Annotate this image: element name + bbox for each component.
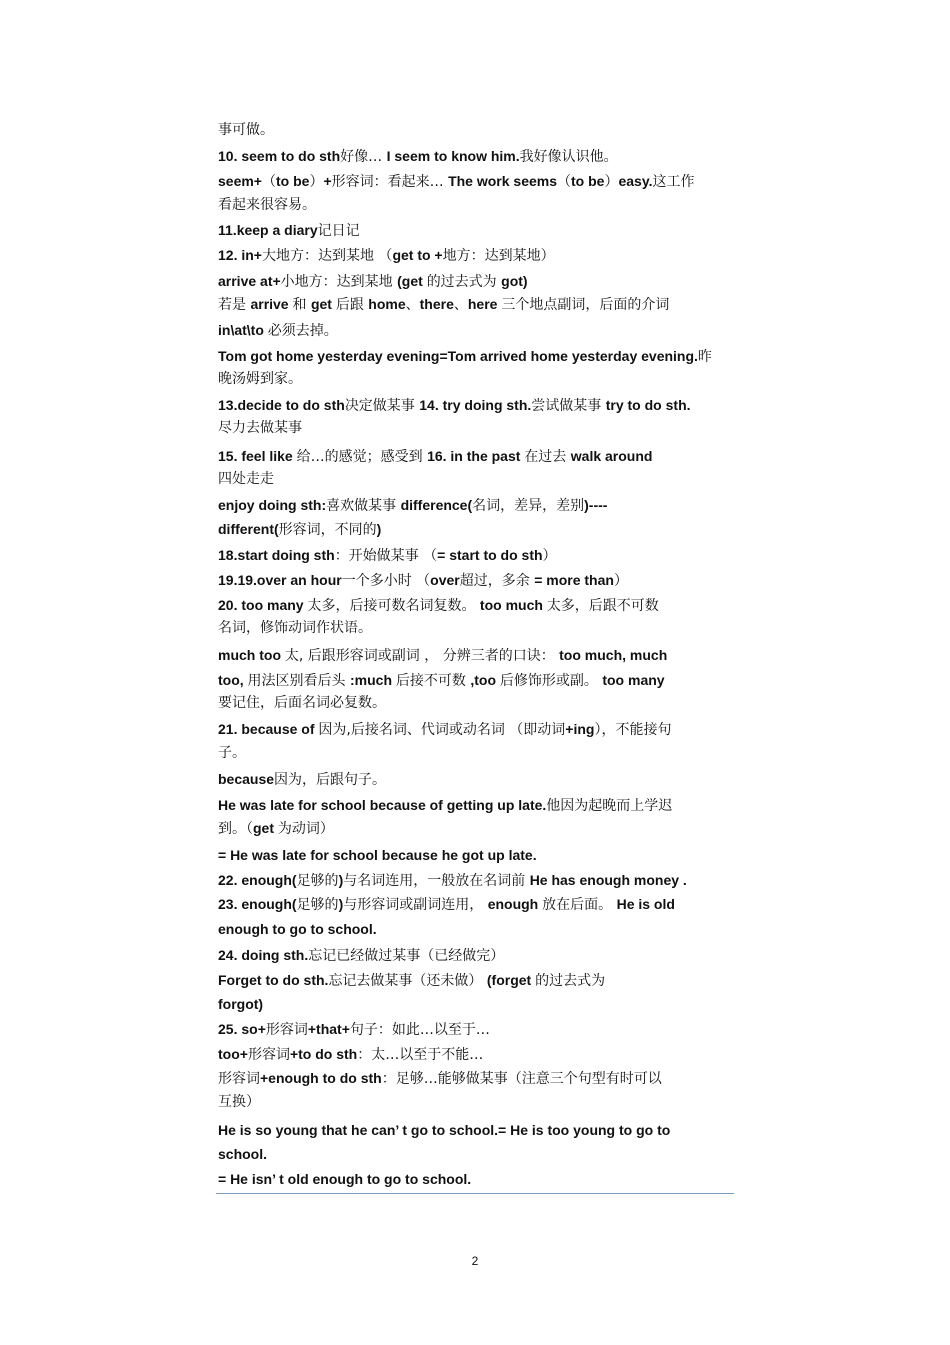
bold-run: 12.: [218, 247, 242, 263]
bold-run: easy.: [618, 173, 653, 189]
text-run: 太多，后接可数名词复数。: [307, 598, 480, 614]
bold-run: 25. so+: [218, 1021, 266, 1037]
bold-run: 11.keep a diary: [218, 222, 318, 238]
text-run: 小地方：达到某地: [280, 274, 398, 290]
bold-run: get: [253, 820, 278, 836]
text-run: 到。（: [218, 821, 253, 837]
text-run: 与形容词或副词连用，: [343, 897, 488, 913]
text-run: 记日记: [317, 223, 360, 239]
bold-run: 13.decide to do sth: [218, 397, 345, 413]
text-run: 、: [453, 297, 468, 313]
text-run: 若是: [218, 297, 251, 313]
text-line: [218, 769, 748, 790]
text-run: 尝试做某事: [531, 398, 606, 414]
text-run: 尽力去做某事: [218, 420, 302, 436]
text-run: 后修饰形或副。: [499, 673, 603, 689]
text-run: 的过去式为: [426, 274, 502, 290]
bold-run: to be: [571, 173, 605, 189]
text-line: [218, 271, 748, 292]
text-run: 在过去: [524, 449, 571, 465]
bold-run: +to do sth: [289, 1046, 358, 1062]
text-run: 用法区别看后头: [247, 673, 350, 689]
bold-run: get: [310, 296, 336, 312]
text-run: 一个多小时 （: [341, 573, 431, 589]
text-line: [218, 1144, 748, 1165]
text-line: [218, 645, 748, 666]
text-run: ）: [604, 174, 619, 190]
bold-run: to be: [275, 173, 310, 189]
text-line: [218, 1068, 748, 1089]
text-line: [218, 418, 748, 438]
text-line: [218, 670, 748, 691]
text-run: 好像…: [340, 149, 387, 165]
text-line: [218, 945, 748, 966]
text-line: [218, 346, 748, 367]
bold-run: +that+: [307, 1021, 350, 1037]
text-line: [218, 919, 748, 940]
page-number: 2: [471, 1254, 479, 1268]
text-line: [218, 595, 748, 616]
text-run: 看起来很容易。: [218, 197, 316, 213]
text-line: [218, 146, 748, 167]
text-line: [218, 446, 748, 467]
text-run: 名词，差异，差别: [472, 498, 585, 514]
bold-run: too much, much: [559, 647, 668, 663]
text-run: 子。: [218, 745, 246, 761]
bold-run: 14. try doing sth.: [419, 397, 532, 413]
text-run: 决定做某事: [344, 398, 420, 414]
bold-run: +ing: [565, 721, 595, 737]
text-line: [218, 519, 748, 540]
text-line: [218, 171, 748, 192]
bold-run: = He isn’ t old enough to go to school.: [218, 1171, 472, 1187]
text-line: [218, 545, 748, 566]
bold-run: seem+: [218, 173, 262, 189]
text-line: [218, 1092, 748, 1112]
bold-run: enough: [487, 896, 543, 912]
bold-run: forgot): [218, 996, 264, 1012]
bold-run: here: [467, 296, 502, 312]
text-line: [218, 369, 748, 389]
bold-run: = He was late for school because he got up late.: [218, 847, 537, 863]
bold-run: He was late for school because of getting up late.: [218, 797, 547, 813]
text-run: 大地方：达到某地 （: [261, 248, 393, 264]
text-line: [218, 195, 748, 215]
bold-run: ,too: [470, 672, 500, 688]
bold-run: too many: [602, 672, 665, 688]
text-line: [218, 894, 748, 915]
text-run: 句子：如此…以至于…: [349, 1022, 490, 1038]
bold-run: 10. seem to do sth: [218, 148, 341, 164]
bold-run: 21. because of: [218, 721, 319, 737]
text-run: （: [557, 174, 572, 190]
bold-run: too+: [218, 1046, 248, 1062]
text-line: [218, 1044, 748, 1065]
text-line: [218, 570, 748, 591]
text-line: [218, 970, 748, 991]
bold-run: try to do sth.: [605, 397, 691, 413]
text-run: 忘记已经做过某事（已经做完）: [308, 948, 505, 964]
text-line: [218, 220, 748, 241]
text-run: 三个地点副词，后面的介词: [501, 297, 670, 313]
text-line: [218, 618, 748, 638]
bold-run: 24. doing sth.: [218, 947, 309, 963]
bold-run: difference(: [400, 497, 473, 513]
text-run: 形容词: [265, 1022, 308, 1038]
text-line: [218, 693, 748, 713]
bold-run: He is old: [616, 896, 675, 912]
bold-run: got): [501, 273, 528, 289]
bold-run: in\at\to: [218, 322, 268, 338]
text-line: [218, 870, 748, 891]
text-run: 地方：达到某地）: [442, 248, 555, 264]
bold-run: ): [338, 872, 344, 888]
text-run: 因为,后接名词、代词或动名词 （即动词: [318, 722, 566, 738]
bold-run: ): [376, 521, 382, 537]
bold-run: 20. too many: [218, 597, 308, 613]
bold-run: home: [368, 296, 406, 312]
text-run: ：开始做某事 （: [334, 548, 438, 564]
text-run: 因为，后跟句子。: [274, 772, 387, 788]
text-run: 喜欢做某事: [326, 498, 401, 514]
text-run: 忘记去做某事（还未做）: [328, 973, 487, 989]
bold-run: )----: [584, 497, 608, 513]
bottom-rule: [216, 1193, 734, 1194]
text-line: [218, 719, 748, 740]
bold-run: (get: [397, 273, 427, 289]
bold-run: different(: [218, 521, 279, 537]
text-run: 超过，多余: [459, 573, 535, 589]
bold-run: school.: [218, 1146, 268, 1162]
text-run: 形容词：看起来…: [331, 174, 449, 190]
text-run: ：太…以至于不能…: [357, 1047, 484, 1063]
text-run: 事可做。: [218, 122, 274, 138]
bold-run: enjoy doing sth:: [218, 497, 327, 513]
text-run: 足够的: [296, 873, 339, 889]
text-run: 要记住，后面名词必复数。: [218, 695, 386, 711]
text-run: 四处走走: [218, 471, 274, 487]
text-line: [218, 1019, 748, 1040]
bold-run: I seem to know him.: [386, 148, 520, 164]
bold-run: over: [430, 572, 460, 588]
text-run: 放在后面。: [542, 897, 617, 913]
text-run: ：足够…能够做某事（注意三个句型有时可以: [381, 1071, 662, 1087]
text-line: [218, 795, 748, 816]
text-run: ），不能接句: [594, 722, 672, 738]
bold-run: 16. in the past: [427, 448, 525, 464]
text-run: 为动词）: [277, 821, 334, 837]
bold-run: +: [323, 173, 332, 189]
bold-run: = more than: [534, 572, 614, 588]
text-line: [218, 818, 748, 839]
bold-run: He is so young that he can’ t go to school.= He is too young to go to: [218, 1122, 671, 1138]
text-line: [218, 395, 748, 416]
text-run: 形容词: [218, 1071, 260, 1087]
bold-run: arrive: [250, 296, 293, 312]
text-run: 后接不可数: [395, 673, 471, 689]
text-run: 的过去式为: [535, 973, 606, 989]
bold-run: ): [338, 896, 344, 912]
bold-run: much too: [218, 647, 285, 663]
bold-run: enough to go to school.: [218, 921, 377, 937]
text-run: 名词，修饰动词作状语。: [218, 620, 372, 636]
bold-run: too,: [218, 672, 248, 688]
bold-run: 15. feel like: [218, 448, 297, 464]
text-run: 、: [405, 297, 420, 313]
text-run: ）: [542, 548, 557, 564]
text-run: 互换）: [218, 1094, 260, 1110]
bold-run: 22. enough(: [218, 872, 297, 888]
text-line: [218, 294, 748, 315]
text-line: [218, 1120, 748, 1141]
text-run: 昨: [697, 349, 712, 365]
bold-run: = start to do sth: [437, 547, 543, 563]
text-run: 太, 后跟形容词或副词 ， 分辨三者的口诀：: [284, 648, 560, 664]
bold-run: 19.19.over an hour: [218, 572, 342, 588]
text-line: [218, 320, 748, 341]
text-run: ）: [309, 174, 324, 190]
text-run: 和: [292, 297, 311, 313]
text-run: 给…的感觉；感受到: [296, 449, 428, 465]
text-run: 晚汤姆到家。: [218, 371, 302, 387]
bold-run: 23. enough(: [218, 896, 297, 912]
text-run: 必须去掉。: [267, 323, 338, 339]
text-line: [218, 845, 748, 866]
text-run: 形容词，不同的: [278, 522, 377, 538]
bold-run: The work seems: [448, 173, 558, 189]
bold-run: because: [218, 771, 275, 787]
text-run: （: [261, 174, 276, 190]
text-run: 与名词连用，一般放在名词前: [343, 873, 530, 889]
bold-run: :much: [350, 672, 396, 688]
bold-run: there: [419, 296, 454, 312]
text-run: 这工作: [652, 174, 695, 190]
text-run: ）: [613, 573, 628, 589]
text-line: [218, 245, 748, 266]
bold-run: He has enough money .: [529, 872, 687, 888]
bold-run: too much: [479, 597, 547, 613]
bold-run: get to +: [392, 247, 443, 263]
text-line: [218, 1169, 748, 1190]
bold-run: (forget: [486, 972, 536, 988]
bold-run: 18.start doing sth: [218, 547, 335, 563]
bold-run: in+: [241, 247, 262, 263]
bold-run: arrive at+: [218, 273, 281, 289]
text-run: 他因为起晚而上学迟: [546, 798, 673, 814]
text-line: [218, 495, 748, 516]
bold-run: Tom got home yesterday evening=Tom arrived home yesterday evening.: [218, 348, 698, 364]
text-run: 我好像认识他。: [519, 149, 618, 165]
text-line: [218, 743, 748, 763]
text-line: [218, 994, 748, 1015]
text-run: 后跟: [335, 297, 369, 313]
text-run: 形容词: [247, 1047, 290, 1063]
bold-run: walk around: [570, 448, 653, 464]
text-run: 太多，后跟不可数: [546, 598, 659, 614]
bold-run: Forget to do sth.: [218, 972, 329, 988]
text-line: [218, 120, 748, 140]
text-run: 足够的: [296, 897, 339, 913]
bold-run: +enough to do sth: [260, 1070, 382, 1086]
text-line: [218, 469, 748, 489]
